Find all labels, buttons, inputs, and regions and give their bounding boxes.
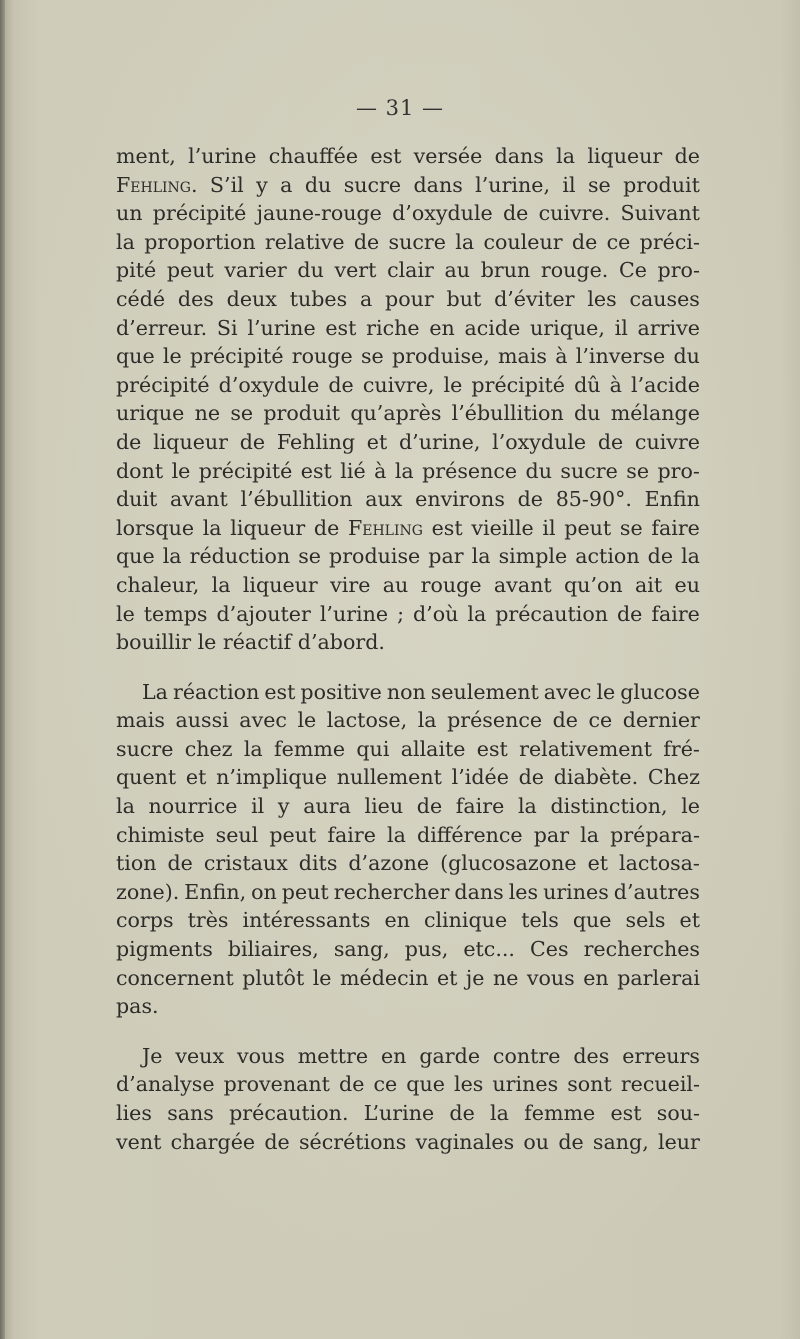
text-line: d’analyse provenant de ce que les urines sont recueil- [116, 1072, 700, 1097]
text-line: tion de cristaux dits d’azone (glucosazone et lactosa- [116, 851, 700, 876]
text-line: vent chargée de sécrétions vaginales ou de sang, leur [116, 1129, 700, 1154]
text-line: de liqueur de Fehling et d’urine, l’oxydule de cuivre [116, 429, 700, 454]
text-line: pité peut varier du vert clair au brun rouge. Ce pro- [116, 258, 700, 283]
text-line: La réaction est positive non seulement avec le glucose [142, 679, 700, 704]
paragraph-gap [116, 1021, 700, 1042]
text-line: corps très intéressants en clinique tels que sels et [116, 908, 700, 933]
text-line: duit avant l’ébullition aux environs de 85-90°. Enfin [116, 487, 700, 512]
text-line: un précipité jaune-rouge d’oxydule de cuivre. Suivant [116, 201, 700, 226]
text-line: Je veux vous mettre en garde contre des erreurs [142, 1043, 700, 1068]
paragraph-gap [116, 657, 700, 678]
text-line: ment, l’urine chauffée est versée dans la liqueur de [116, 144, 700, 168]
text-line: pas. [116, 994, 159, 1019]
text-line: d’erreur. Si l’urine est riche en acide urique, il arrive [116, 315, 700, 340]
text-line: cédé des deux tubes a pour but d’éviter les causes [116, 286, 700, 311]
text-line: zone). Enfin, on peut rechercher dans les urines d’autres [116, 879, 700, 904]
text-line: concernent plutôt le médecin et je ne vous en parlerai [116, 965, 700, 990]
text-line: bouillir le réactif d’abord. [116, 630, 385, 655]
text-line: la nourrice il y aura lieu de faire la distinction, le [116, 794, 700, 819]
text-line: précipité d’oxydule de cuivre, le précipité dû à l’acide [116, 372, 700, 397]
body-text [116, 142, 700, 1156]
paragraph-2 [116, 678, 700, 1021]
text-line: que le précipité rouge se produise, mais à l’inverse du [116, 344, 700, 369]
text-line: pigments biliaires, sang, pus, etc... Ces recherches [116, 937, 700, 962]
text-line: quent et n’implique nullement l’idée de diabète. Chez [116, 765, 700, 790]
text-line: dont le précipité est lié à la présence du sucre se pro- [116, 458, 700, 483]
text-line: Fehling. S’il y a du sucre dans l’urine, il se produit [116, 172, 700, 197]
text-line: chimiste seul peut faire la différence par la prépara- [116, 822, 700, 847]
page-number: — 31 — [355, 96, 445, 120]
text-line: sucre chez la femme qui allaite est relativement fré- [116, 736, 700, 761]
text-line: mais aussi avec le lactose, la présence de ce dernier [116, 708, 700, 733]
text-line: lorsque la liqueur de Fehling est vieille il peut se faire [116, 515, 700, 540]
text-line: chaleur, la liqueur vire au rouge avant qu’on ait eu [116, 572, 700, 597]
text-line: que la réduction se produise par la simple action de la [116, 544, 700, 569]
paragraph-3 [116, 1042, 700, 1156]
text-line: la proportion relative de sucre la couleur de ce préci- [116, 229, 700, 254]
text-line: lies sans précaution. L’urine de la femme est sou- [116, 1101, 700, 1125]
binding-edge [0, 0, 5, 1339]
text-line: le temps d’ajouter l’urine ; d’où la précaution de faire [116, 601, 700, 626]
text-line: urique ne se produit qu’après l’ébullition du mélange [116, 401, 700, 426]
paragraph-1 [116, 142, 700, 657]
